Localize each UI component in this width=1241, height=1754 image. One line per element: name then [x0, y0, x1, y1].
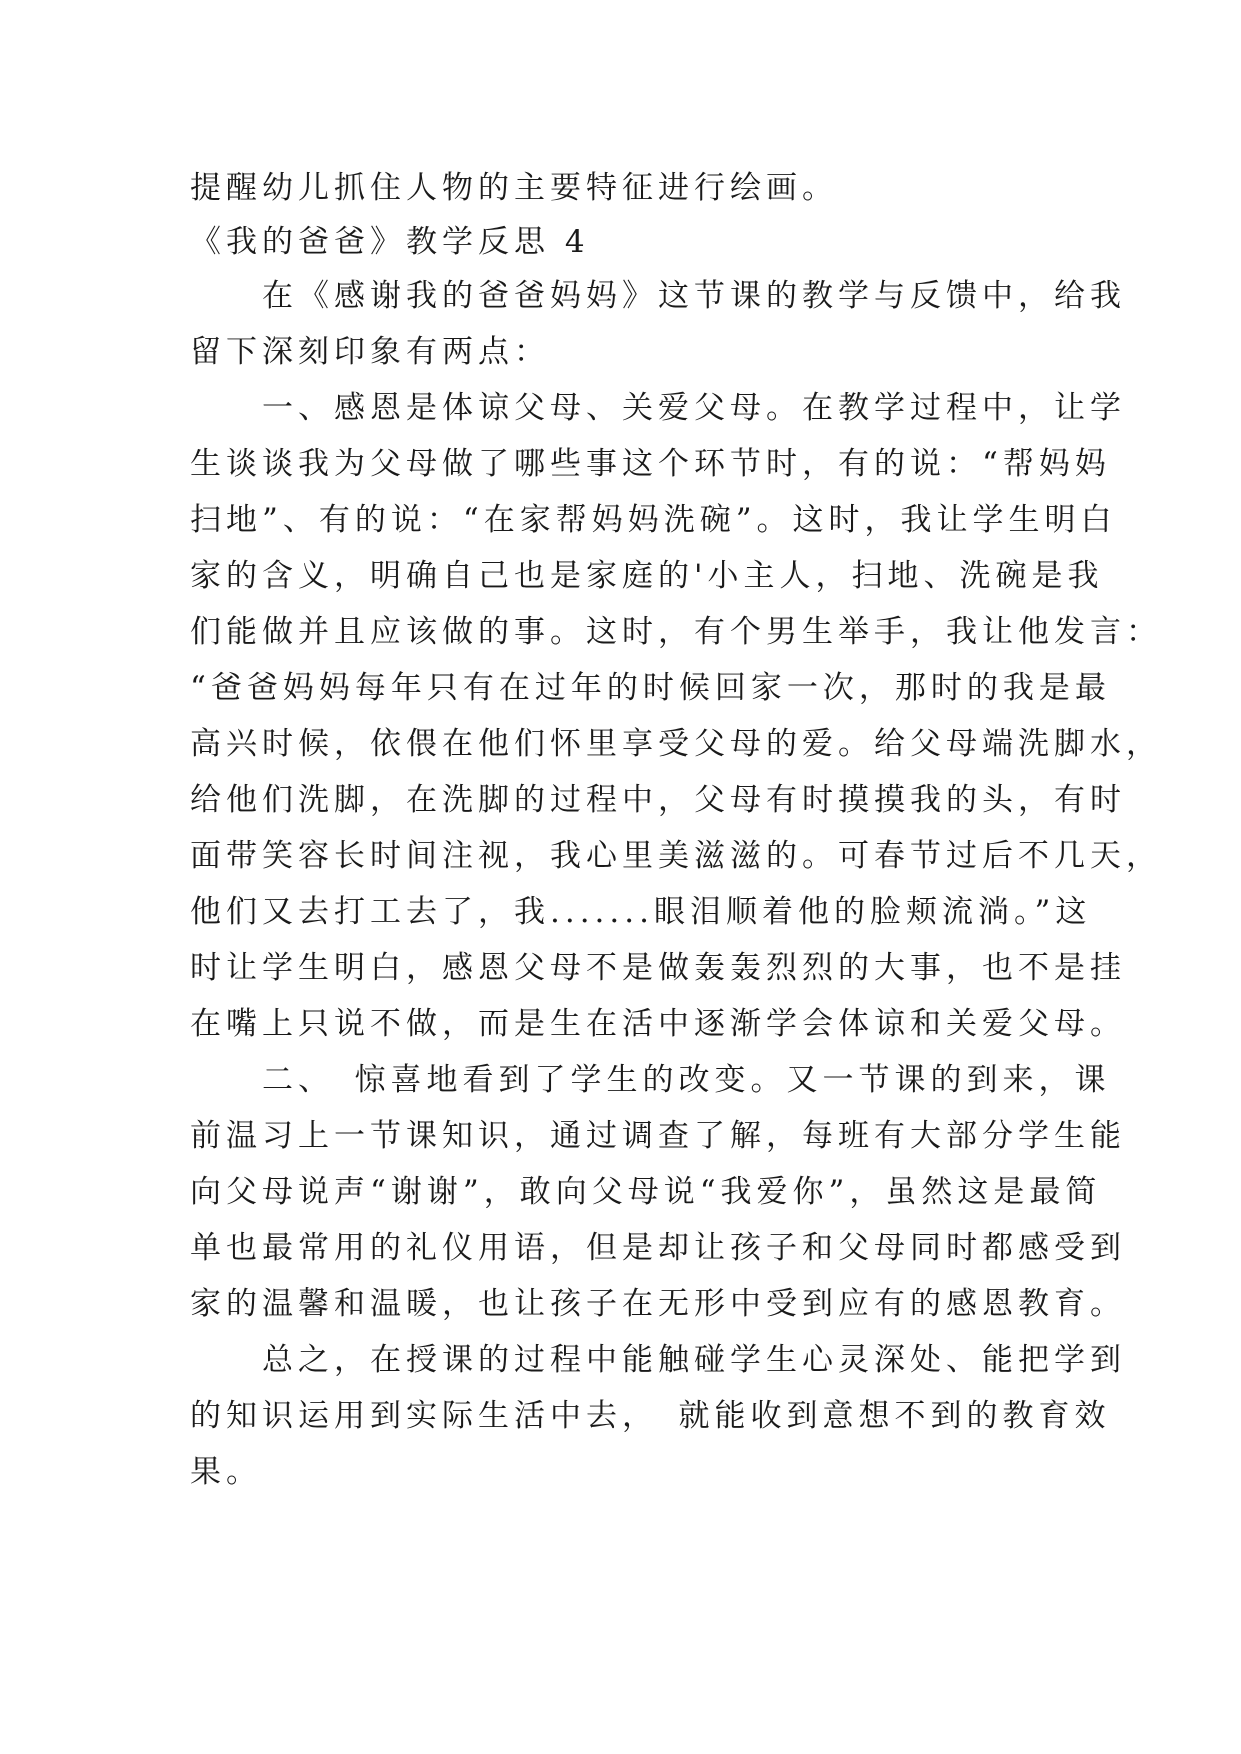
- paragraph-line: 二、 惊喜地看到了学生的改变。又一节课的到来，课: [190, 1062, 1111, 1098]
- paragraph-line: 在《感谢我的爸爸妈妈》这节课的教学与反馈中，给我: [190, 278, 1126, 314]
- paragraph-line: 高兴时候，依偎在他们怀里享受父母的爱。给父母端洗脚水，: [190, 726, 1162, 762]
- paragraph-line: 提醒幼儿抓住人物的主要特征进行绘画。: [190, 170, 838, 206]
- paragraph-line: 扫地”、有的说：“在家帮妈妈洗碗”。这时，我让学生明白: [190, 502, 1117, 538]
- paragraph-line: 单也最常用的礼仪用语，但是却让孩子和父母同时都感受到: [190, 1230, 1126, 1266]
- document-body: [190, 160, 1162, 1500]
- paragraph-line: 家的含义，明确自己也是家庭的'小主人，扫地、洗碗是我: [190, 558, 1104, 594]
- paragraph-line: 们能做并且应该做的事。这时，有个男生举手，我让他发言：: [190, 614, 1162, 650]
- paragraph-line: “爸爸妈妈每年只有在过年的时候回家一次，那时的我是最: [190, 670, 1111, 706]
- paragraph-line: 留下深刻印象有两点：: [190, 334, 550, 370]
- paragraph-line: 总之，在授课的过程中能触碰学生心灵深处、能把学到: [190, 1342, 1126, 1378]
- paragraph-line: 生谈谈我为父母做了哪些事这个环节时，有的说：“帮妈妈: [190, 446, 1111, 482]
- paragraph-line: 一、感恩是体谅父母、关爱父母。在教学过程中，让学: [190, 390, 1126, 426]
- paragraph-line: 家的温馨和温暖，也让孩子在无形中受到应有的感恩教育。: [190, 1286, 1126, 1322]
- paragraph-line: 面带笑容长时间注视，我心里美滋滋的。可春节过后不几天，: [190, 838, 1162, 874]
- paragraph-line: 时让学生明白，感恩父母不是做轰轰烈烈的大事，也不是挂: [190, 950, 1126, 986]
- paragraph-line: 的知识运用到实际生活中去， 就能收到意想不到的教育效: [190, 1398, 1111, 1434]
- paragraph-line: 前温习上一节课知识，通过调查了解，每班有大部分学生能: [190, 1118, 1126, 1154]
- section-heading: 《我的爸爸》教学反思 4: [190, 224, 590, 260]
- paragraph-line: 果。: [190, 1454, 262, 1490]
- paragraph-line: 他们又去打工去了，我.......眼泪顺着他的脸颊流淌。”这: [190, 894, 1092, 930]
- paragraph-line: 向父母说声“谢谢”，敢向父母说“我爱你”，虽然这是最简: [190, 1174, 1102, 1210]
- paragraph-line: 给他们洗脚，在洗脚的过程中，父母有时摸摸我的头，有时: [190, 782, 1126, 818]
- paragraph-line: 在嘴上只说不做，而是生在活中逐渐学会体谅和关爱父母。: [190, 1006, 1126, 1042]
